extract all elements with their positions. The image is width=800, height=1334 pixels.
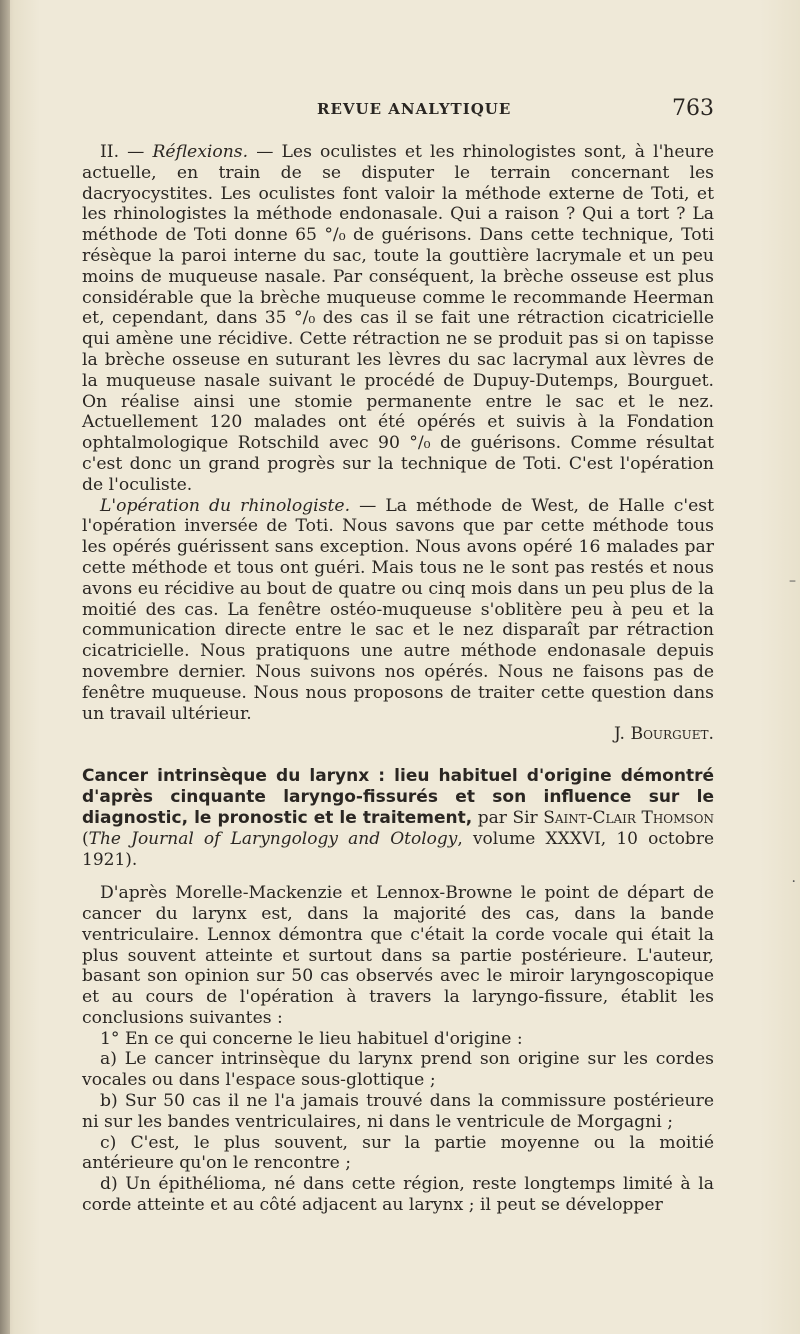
journal-name: The Journal of Laryngology and Otology: [88, 829, 458, 850]
running-title: REVUE ANALYTIQUE: [317, 100, 512, 118]
page-number: 763: [672, 96, 714, 121]
list-item: c) C'est, le plus souvent, sur la partie moyenne ou la moitié antérieure qu'on le rencontre ;: [82, 1132, 714, 1174]
article-author: Saint-Clair Thomson: [543, 808, 714, 829]
page-binding-edge: [0, 0, 10, 1334]
margin-mark: –: [789, 573, 796, 589]
section-label: L'opération du rhinologiste.: [100, 495, 351, 516]
author-signature: J. Bourguet.: [613, 724, 714, 745]
paragraph-reflexions: II. — Réflexions. — Les oculistes et les rhinologistes sont, à l'heure actuelle, en train de se disputer le terrain concernant les dacryocystites. Les oculistes font valoir la méthode externe de Toti, et les rhinologistes la méthode endonasale. Qui a raison ? Qui a tort ? La méthode de Toti donne 65 °/₀ de guérisons. Dans cette technique, Toti résèque la paroi interne du sac, toute la gouttière lacrymale et un peu moins de muqueuse nasale. Par conséquent, la brèche osseuse est plus considérable que la brèche muqueuse comme le recommande Heerman et, cependant, dans 35 °/₀ des cas il se fait une rétraction cicatricielle qui amène une récidive. Cette rétraction ne se produit pas si on tapisse la brèche osseuse en suturant les lèvres du sac lacrymal aux lèvres de la muqueuse nasale suivant le procédé de Dupuy-Dutemps, Bourguet. On réalise ainsi une stomie permanente entre le sac et le nez. Actuellement 120 malades ont été opérés et suivis à la Fondation ophtalmologique Rotschild avec 90 °/₀ de guérisons. Comme résultat c'est donc un grand progrès sur la technique de Toti. C'est l'opération de l'oculiste.: [82, 142, 714, 495]
page-body: [82, 142, 714, 1216]
list-item: d) Un épithélioma, né dans cette région, reste longtemps limité à la corde atteinte et au côté adjacent au larynx ; il peut se développer: [82, 1174, 714, 1216]
article-heading: Cancer intrinsèque du larynx : lieu habituel d'origine démontré d'après cinquante laryngo-fissurés et son influence sur le diagnostic, le pronostic et le traitement, par Sir Saint-Clair Thomson (The Journal of Laryngology and Otology, volume XXXVI, 10 octobre 1921).: [82, 766, 715, 871]
paragraph: D'après Morelle-Mackenzie et Lennox-Browne le point de départ de cancer du larynx est, dans la majorité des cas, dans la bande ventriculaire. Lennox démontra que c'était la corde vocale qui était la plus souvent atteinte et surtout dans sa partie postérieure. L'auteur, basant son opinion sur 50 cas observés avec le miroir laryngoscopique et au cours de l'opération à travers la laryngo-fissure, établit les conclusions suivantes :: [82, 883, 714, 1028]
paragraph-operation-rhinologiste: L'opération du rhinologiste. — La méthode de West, de Halle c'est l'opération inversée de Toti. Nous savons que par cette méthode tous les opérés guérissent sans exception. Nous avons opéré 16 malades par cette méthode et tous ont guéri. Mais tous ne le sont pas restés et nous avons eu récidive au bout de quatre ou cinq mois dans un peu plus de la moitié des cas. La fenêtre ostéo-muqueuse s'oblitère peu à peu et la communication directe entre le sac et le nez disparaît par rétraction cicatricielle. Nous pratiquons une autre méthode endonasale depuis novembre dernier. Nous suivons nos opérés. Nous ne faisons pas de fenêtre muqueuse. Nous nous proposons de traiter cette question dans un travail ultérieur.: [82, 495, 714, 724]
margin-mark: ·: [791, 874, 796, 890]
list-item: 1° En ce qui concerne le lieu habituel d'origine :: [100, 1028, 523, 1049]
list-item: a) Le cancer intrinsèque du larynx prend son origine sur les cordes vocales ou dans l'espace sous-glottique ;: [82, 1049, 714, 1091]
section-label: Réflexions.: [152, 142, 249, 162]
list-item: b) Sur 50 cas il ne l'a jamais trouvé dans la commissure postérieure ni sur les bandes ventriculaires, ni dans le ventricule de Morgagni ;: [82, 1091, 714, 1132]
